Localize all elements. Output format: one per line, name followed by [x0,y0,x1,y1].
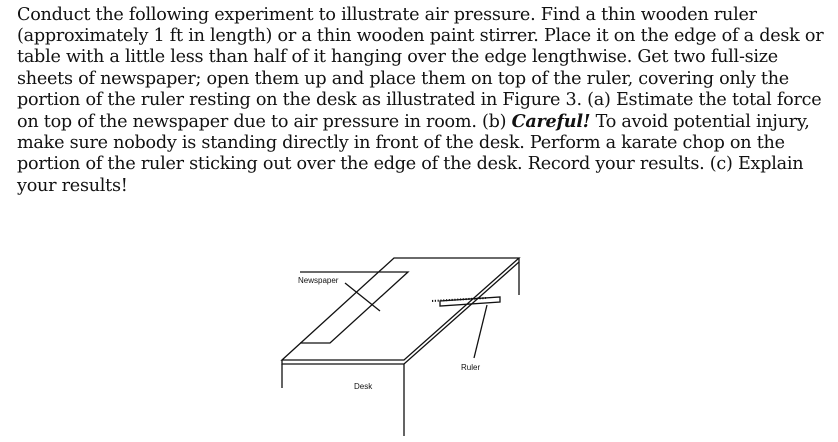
desk-top [282,258,519,360]
ruler-label: Ruler [461,363,481,372]
problem-text-part2: To avoid potential injury, make sure nobody is standing directly in front of the desk. Perform a karate chop on the portion of the ruler sticking out over the edge of the desk. Record your results. (c) Explain your results! [17,112,810,196]
ruler-pointer [474,305,487,358]
desk-label: Desk [354,382,373,391]
desk-edge [282,258,519,364]
newspaper-label: Newspaper [298,276,339,285]
careful-warning: Careful! [511,111,591,133]
problem-text-part1: Conduct the following experiment to illustrate air pressure. Find a thin wooden ruler (approximately 1 ft in length) or a thin wooden paint stirrer. Place it on the edge of a desk or table with a little less than half of it hanging over the edge lengthwise. Get two full-size sheets of newspaper; open them up and place them on top of the ruler, covering only the portion of the ruler resting on the desk as illustrated in Figure 3. (a) Estimate the total force on top of the newspaper due to air pressure in room. (b) [17,5,824,133]
